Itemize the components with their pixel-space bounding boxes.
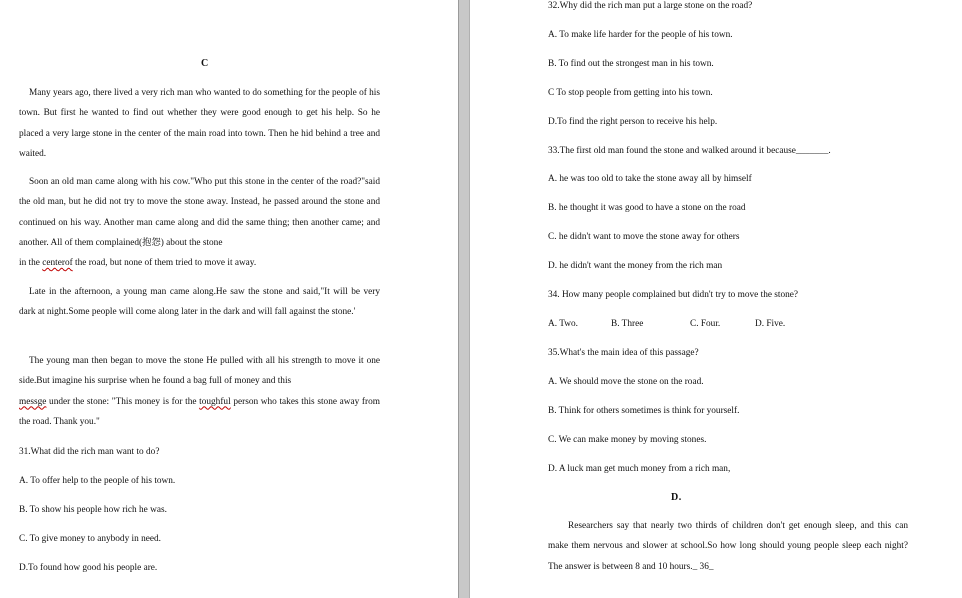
p4-text-mid: under the stone: "This money is for the bbox=[46, 396, 200, 407]
question-34-option-c: C. Four. bbox=[690, 319, 721, 329]
p4-text-after: person who takes this stone away from the road. Thank you." bbox=[19, 396, 380, 427]
question-32-option-c: C To stop people from getting into his town. bbox=[548, 88, 713, 98]
question-34-options bbox=[548, 318, 785, 330]
question-31-option-b: B. To show his people how rich he was. bbox=[19, 505, 167, 515]
right-page bbox=[470, 0, 962, 598]
section-d-heading: D. bbox=[671, 492, 682, 503]
question-32-stem: 32.Why did the rich man put a large stone on the road? bbox=[548, 1, 753, 11]
question-31-stem: 31.What did the rich man want to do? bbox=[19, 447, 160, 457]
question-33-stem: 33.The first old man found the stone and walked around it because_______. bbox=[548, 146, 831, 156]
passage-paragraph-2: Soon an old man came along with his cow."Who put this stone in the center of the road?"said the old man, but he did not try to move the stone away. Instead, he passed around the stone and continued on his way. Another man came along and did the same thing; then another came; and another. All of them complained(抱怨) about the stone bbox=[19, 177, 380, 248]
left-page bbox=[0, 0, 458, 598]
p2-misspelling: centerof bbox=[42, 258, 73, 269]
passage-paragraph-4: The young man then began to move the stone He pulled with all his strength to move it one side.But imagine his surprise when he found a bag full of money and this bbox=[19, 356, 380, 387]
passage-paragraph-4-block bbox=[19, 351, 380, 432]
question-34-option-b: B. Three bbox=[611, 319, 644, 329]
passage-paragraph-4-end bbox=[19, 392, 380, 433]
question-33-option-a: A. he was too old to take the stone away all by himself bbox=[548, 174, 752, 184]
page-gutter bbox=[458, 0, 470, 598]
question-35-option-c: C. We can make money by moving stones. bbox=[548, 435, 707, 445]
question-34-stem: 34. How many people complained but didn't try to move the stone? bbox=[548, 290, 799, 300]
p2-text-before: in the bbox=[19, 258, 43, 269]
section-c-heading: C bbox=[201, 58, 209, 69]
question-34-option-a: A. Two. bbox=[548, 319, 578, 329]
question-35-option-d: D. A luck man get much money from a rich man, bbox=[548, 464, 731, 474]
question-33-option-d: D. he didn't want the money from the rich man bbox=[548, 261, 723, 271]
question-35-option-b: B. Think for others sometimes is think for yourself. bbox=[548, 406, 740, 416]
question-31-option-c: C. To give money to anybody in need. bbox=[19, 534, 161, 544]
question-31-option-d: D.To found how good his people are. bbox=[19, 563, 158, 573]
question-35-option-a: A. We should move the stone on the road. bbox=[548, 377, 704, 387]
question-32-option-b: B. To find out the strongest man in his town. bbox=[548, 59, 714, 69]
question-32-option-a: A. To make life harder for the people of his town. bbox=[548, 30, 733, 40]
passage-paragraph-2-end bbox=[19, 253, 380, 273]
passage-paragraph-2-block bbox=[19, 172, 380, 273]
question-34-option-d: D. Five. bbox=[755, 319, 786, 329]
passage-d-paragraph: Researchers say that nearly two thirds of children don't get enough sleep, and this can make them nervous and slower at school.So how long should young people sleep each night? The answer is between 8 and 10 hours._ 36_ bbox=[548, 521, 908, 572]
passage-paragraph-3: Late in the afternoon, a young man came along.He saw the stone and said,"It will be very dark at night.Some people will come along later in the dark and will fall against the stone.' bbox=[19, 287, 380, 318]
question-33-option-b: B. he thought it was good to have a stone on the road bbox=[548, 203, 746, 213]
question-35-stem: 35.What's the main idea of this passage? bbox=[548, 348, 699, 358]
question-32-option-d: D.To find the right person to receive his help. bbox=[548, 117, 718, 127]
p2-text-after: the road, but none of them tried to move it away. bbox=[72, 258, 257, 269]
passage-paragraph-1: Many years ago, there lived a very rich man who wanted to do something for the people of his town. But first he wanted to find out whether they were good enough to get his help. So he placed a very large stone in the center of the main road into town. Then he hid behind a tree and waited. bbox=[19, 88, 380, 159]
question-33-option-c: C. he didn't want to move the stone away for others bbox=[548, 232, 740, 242]
p4-misspelling-2: toughful bbox=[199, 396, 231, 407]
question-31-option-a: A. To offer help to the people of his town. bbox=[19, 476, 176, 486]
p4-misspelling-1: messge bbox=[19, 396, 47, 407]
